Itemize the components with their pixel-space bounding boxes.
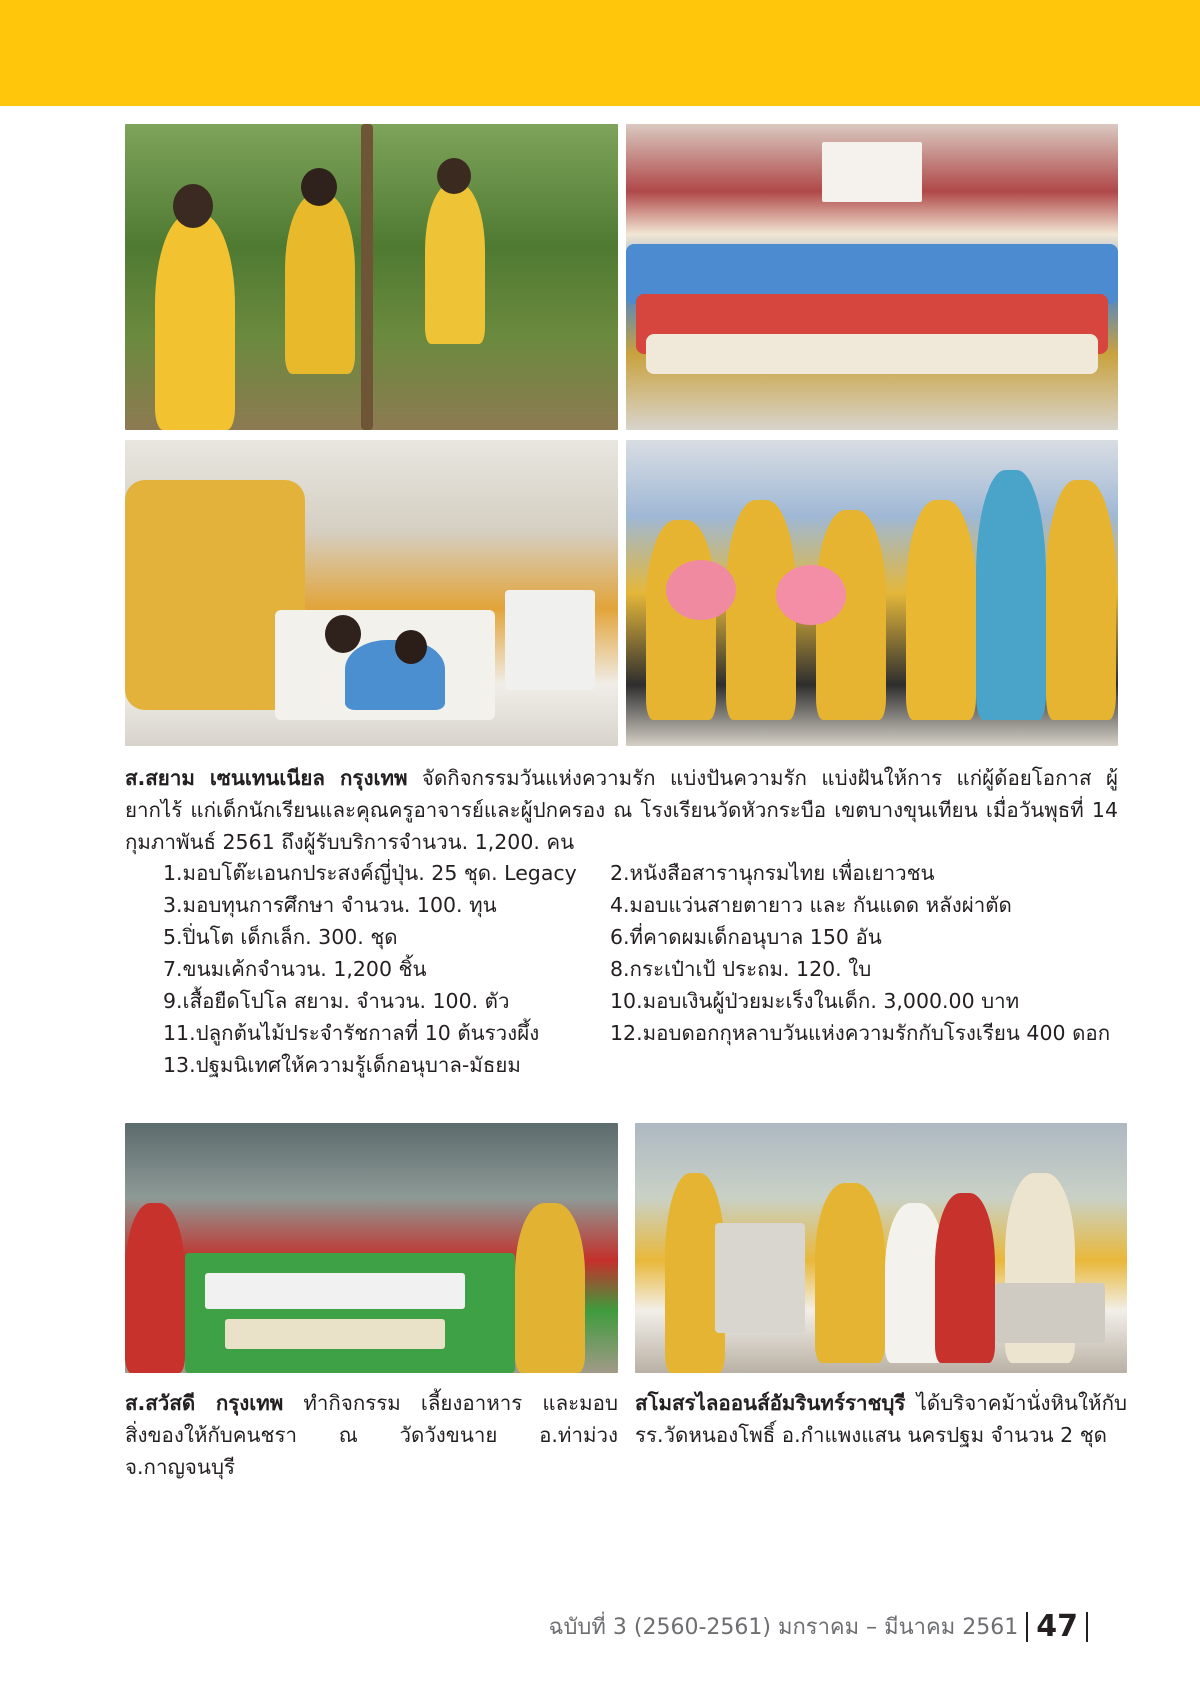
list-item: 13.ปฐมนิเทศให้ความรู้เด็กอนุบาล-มัธยม — [163, 1053, 521, 1077]
list-item: 1.มอบโต๊ะเอนกประสงค์ญี่ปุ่น. 25 ชุด. Legacy — [163, 861, 577, 885]
divider — [1086, 1612, 1088, 1642]
list-item: 2.หนังสือสารานุกรมไทย เพื่อเยาวชน — [610, 861, 935, 885]
students-group-photo — [626, 124, 1118, 430]
page-footer — [548, 1609, 1088, 1644]
intro-paragraph — [125, 762, 1118, 858]
list-item: 11.ปลูกต้นไม้ประจำรัชกาลที่ 10 ต้นรวงผึ้ง — [163, 1021, 540, 1045]
list-item: 7.ขนมเค้กจำนวน. 1,200 ชิ้น — [163, 957, 427, 981]
caption-right — [635, 1387, 1127, 1451]
intro-club-name: ส.สยาม เซนเทนเนียล กรุงเทพ — [125, 766, 408, 790]
classroom-children-photo — [125, 440, 618, 746]
caption-left-text: ทำกิจกรรม เลี้ยงอาหาร และมอบสิ่งของให้กับคนชรา ณ วัดวังขนาย อ.ท่าม่วง จ.กาญจนบุรี — [125, 1391, 618, 1479]
caption-right-club: สโมสรไลออนส์อัมรินทร์ราชบุรี — [635, 1391, 906, 1415]
page-number: 47 — [1036, 1609, 1078, 1644]
caption-left — [125, 1387, 618, 1483]
list-item: 3.มอบทุนการศึกษา จำนวน. 100. ทุน — [163, 893, 497, 917]
list-item: 10.มอบเงินผู้ป่วยมะเร็งในเด็ก. 3,000.00 บาท — [610, 989, 1020, 1013]
header-band — [0, 0, 1200, 106]
stone-bench-donation-photo — [635, 1123, 1127, 1373]
donation-ceremony-photo — [626, 440, 1118, 746]
list-item: 4.มอบแว่นสายตายาว และ กันแดด หลังผ่าตัด — [610, 893, 1012, 917]
divider — [1026, 1612, 1028, 1642]
caption-right-text: ได้บริจาคม้านั่งหินให้กับ รร.วัดหนองโพธิ์ อ.กำแพงแสน นครปฐม จำนวน 2 ชุด — [635, 1391, 1127, 1447]
intro-text: จัดกิจกรรมวันแห่งความรัก แบ่งปันความรัก แบ่งฝันให้การ แก่ผู้ด้อยโอกาส ผู้ยากไร้ แก่เด็กนักเรียนและคุณครูอาจารย์และผู้ปกครอง ณ โรงเรียนวัดหัวกระบือ เขตบางขุนเทียน เมื่อวันพุธที่ 14 กุมภาพันธ์ 2561 ถึงผู้รับบริการจำนวน. 1,200. คน — [125, 766, 1119, 854]
caption-left-club: ส.สวัสดี กรุงเทพ — [125, 1391, 284, 1415]
list-item: 9.เสื้อยืดโปโล สยาม. จำนวน. 100. ตัว — [163, 989, 510, 1013]
list-item: 8.กระเป๋าเป้ ประถม. 120. ใบ — [610, 957, 872, 981]
list-item: 5.ปิ่นโต เด็กเล็ก. 300. ชุด — [163, 925, 398, 949]
list-item: 12.มอบดอกกุหลาบวันแห่งความรักกับโรงเรียน 400 ดอก — [610, 1021, 1111, 1045]
tree-planting-photo — [125, 124, 618, 430]
issue-label: ฉบับที่ 3 (2560-2561) มกราคม – มีนาคม 2561 — [548, 1615, 1019, 1640]
list-item: 6.ที่คาดผมเด็กอนุบาล 150 อัน — [610, 925, 882, 949]
elderly-meal-banner-photo — [125, 1123, 618, 1373]
